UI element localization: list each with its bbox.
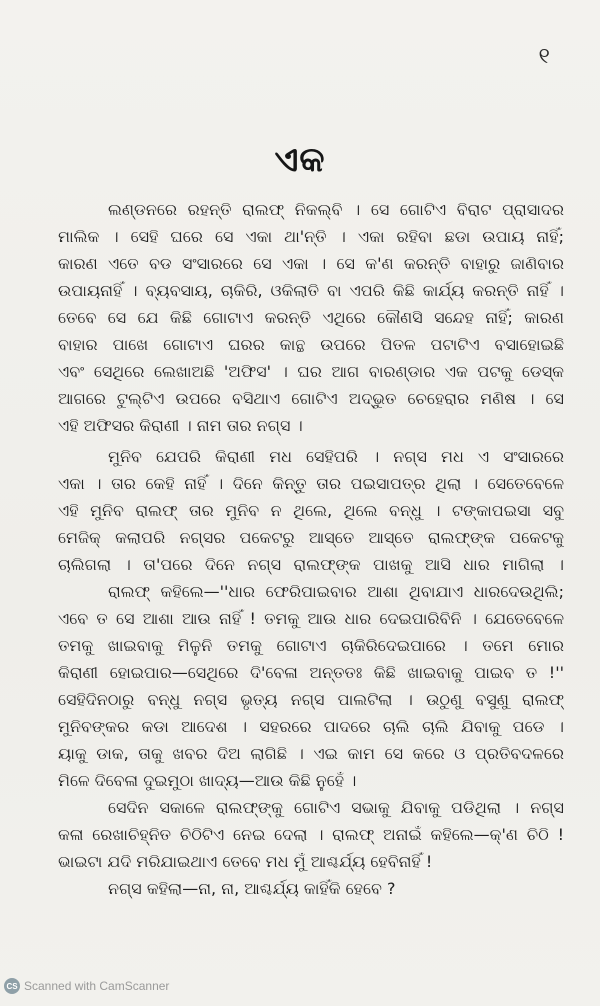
text-line: ବାହାର ପାଖେ ଗୋଟାଏ ଘରର କାନ୍ଥ ଉପରେ ପିତଳ ପଟାଟିଏ ବସାହୋଇଛି xyxy=(58,335,564,354)
text-line: ରାଲଫ୍ କହିଲେ—''ଧାର ଫେରିପାଇବାର ଆଶା ଥିବାଯାଏ ଧାରଦେଉଥିଲି; xyxy=(108,582,564,601)
text-line: ତେବେ ସେ ଯେ କିଛି ଗୋଟାଏ କରନ୍ତି ଏଥିରେ କୌଣସି ସନ୍ଦେହ ନାହିଁ; କାରଣ xyxy=(58,308,564,327)
text-line: ଭାଇଟା ଯଦି ମରିଯାଇଥାଏ ତେବେ ମଧ ମୁଁ ଆଶ୍ଚର୍ଯ୍ୟ ହେବିନାହିଁ ! xyxy=(58,852,433,871)
scanner-watermark-text: Scanned with CamScanner xyxy=(24,979,170,993)
text-line: ଚାଲିଗଲା । ତା'ପରେ ଦିନେ ନଗ୍‌ସ ରାଲଫ୍‌ଙ୍କ ପାଖକୁ ଆସି ଧାର ମାଗିଲା । xyxy=(58,555,564,574)
text-line: ମାଲିକ । ସେହି ଘରେ ସେ ଏକା ଥା'ନ୍ତି । ଏକା ରହିବା ଛଡା ଉପାୟ ନାହିଁ; xyxy=(58,227,564,246)
body-text xyxy=(58,196,564,902)
text-line: ଏବେ ତ ସେ ଆଶା ଆଉ ନାହିଁ ! ତମକୁ ଆଉ ଧାର ଦେଇପାରିବିନି । ଯେତେବେଳେ xyxy=(58,609,564,628)
text-line: କିରାଣୀ ହୋଇପାର—ସେଥିରେ ଦି'ବେଳା ଅନ୍ତତଃ କିଛି ଖାଇବାକୁ ପାଇବ ତ !'' xyxy=(58,663,564,682)
text-line: ଆଗରେ ଟୁଲ୍‌ଟିଏ ଉପରେ ବସିଥାଏ ଗୋଟିଏ ଅଦ୍ଭୁତ ଚେହେରାର ମଣିଷ । ସେ xyxy=(58,389,564,408)
text-line: ମୁନିବଙ୍କର କଡା ଆଦେଶ । ସହରରେ ପାଦରେ ଚାଲି ଚାଲି ଯିବାକୁ ପଡେ । xyxy=(58,717,564,736)
text-line: ତମକୁ ଖାଇବାକୁ ମିଳୁନି ତମକୁ ଗୋଟାଏ ଚାକିରିଦେଇପାରେ । ତମେ ମୋର xyxy=(58,636,564,655)
text-line: ଏବଂ ସେଥିରେ ଲେଖାଅଛି 'ଅଫିସ' । ଘର ଆଗ ବାରଣ୍ଡାର ଏକ ପଟକୁ ଡେସ୍କ xyxy=(58,362,564,381)
text-line: ଲଣ୍ଡନରେ ରହନ୍ତି ରାଲଫ୍ ନିକଲ୍‌ବି । ସେ ଗୋଟିଏ ବିରାଟ ପ୍ରାସାଦର xyxy=(108,200,564,219)
text-line: ଏକା । ତାର କେହି ନାହିଁ । ଦିନେ କିନ୍ତୁ ତାର ପଇସାପତ୍ର ଥିଲା । ସେତେବେଳେ xyxy=(58,474,564,493)
text-line: ଉପାୟନାହିଁ । ବ୍ୟବସାୟ, ଚାକିରି, ଓକିଲାତି ବା ଏପରି କିଛି କାର୍ଯ୍ୟ କରନ୍ତି ନାହିଁ । xyxy=(58,281,564,300)
camscanner-logo-icon: CS xyxy=(4,978,20,994)
text-line: ଏହି ମୁନିବ ରାଲଫ୍ ତାର ମୁନିବ ନ ଥିଲେ, ଥିଲେ ବନ୍ଧୁ । ଟଙ୍କାପଇସା ସବୁ xyxy=(58,501,564,520)
text-line: ମିଳେ ଦିବେଳା ଦୁଇମୁଠା ଖାଦ୍ୟ—ଆଉ କିଛି ନୁହେଁ । xyxy=(58,771,357,790)
text-line: ଏହି ଅଫିସର କିରାଣୀ । ନାମ ତାର ନଗ୍‌ସ । xyxy=(58,416,303,435)
text-line: ସେହିଦିନଠାରୁ ବନ୍ଧୁ ନଗ୍‌ସ ଭୃତ୍ୟ ନଗ୍‌ସ ପାଲଟିଲା । ଉଠୁଣୁ ବସୁଣୁ ରାଲଫ୍ xyxy=(58,690,564,709)
chapter-title: ଏକ xyxy=(274,140,326,180)
text-line: ମେଜିକ୍ କଲାପରି ନଗ୍‌ସର ପକେଟରୁ ଆସ୍ତେ ଆସ୍ତେ ରାଲଫ୍‌ଙ୍କ ପକେଟକୁ xyxy=(58,528,564,547)
page-number: ୧ xyxy=(538,44,550,69)
text-line: କାରଣ ଏତେ ବଡ ସଂସାରରେ ସେ ଏକା । ସେ କ'ଣ କରନ୍ତି ବାହାରୁ ଜାଣିବାର xyxy=(58,254,564,273)
text-line: କଳା ରେଖାଚିହ୍ନିତ ଚିଠିଟିଏ ନେଇ ଦେଲା । ରାଲଫ୍ ଅନାଇଁ କହିଲେ—କ୍'ଣ ଚିଠି ! xyxy=(58,825,564,844)
text-line: ୟାକୁ ଡାକ, ତାକୁ ଖବର ଦିଅ ଲାଗିଛି । ଏଇ କାମ ସେ କରେ ଓ ପ୍ରତିବଦଳରେ xyxy=(58,744,564,763)
text-line: ନଗ୍‌ସ କହିଲା—ନା, ନା, ଆଶ୍ଚର୍ଯ୍ୟ କାହିଁକି ହେବେ ? xyxy=(108,879,396,898)
text-line: ସେଦିନ ସକାଳେ ରାଲଫ୍‌ଙ୍କୁ ଗୋଟିଏ ସଭାକୁ ଯିବାକୁ ପଡିଥିଲା । ନଗ୍‌ସ xyxy=(108,798,564,817)
text-line: ମୁନିବ ଯେପରି କିରାଣୀ ମଧ ସେହିପରି । ନଗ୍‌ସ ମଧ ଏ ସଂସାରରେ xyxy=(108,447,564,466)
scanner-watermark xyxy=(4,978,169,994)
